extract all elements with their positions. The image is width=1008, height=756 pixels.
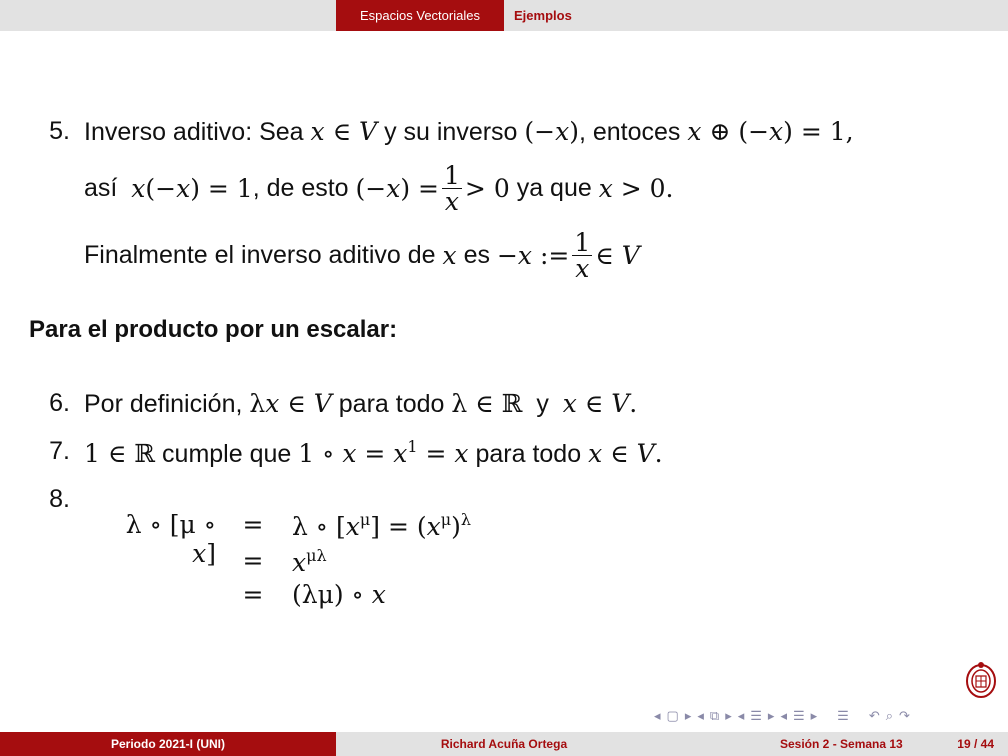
nav-prev-arrow-icon[interactable]: ◂ [780, 708, 787, 723]
subsection-title[interactable]: Ejemplos [514, 8, 572, 23]
logo-seal-icon [964, 661, 998, 699]
nav-prev-arrow-icon[interactable]: ◂ [654, 708, 661, 723]
fraction-one-over-x: $\frac{1}{x}$ [444, 160, 460, 216]
footer-page-number: 19 / 44 [957, 737, 994, 751]
item-5-line-3: Finalmente el inverso aditivo de x es −x := $\frac{1}{x}$ ∈ V [84, 227, 640, 283]
item-6-line: Por definición, λx ∈ V para todo λ ∈ ℝ y x ∈ V. [84, 389, 638, 418]
footer-author: Richard Acuña Ortega [336, 732, 672, 756]
item-5-line-2: así x(−x) = 1 , de esto (−x) = $\frac{1}{x}$ > 0 ya que x > 0. [84, 160, 674, 216]
nav-next-arrow-icon[interactable]: ▸ [725, 708, 732, 723]
item-7-number: 7. [49, 437, 70, 465]
item-8-number: 8. [49, 485, 70, 513]
nav-back-icon[interactable]: ↶ [868, 708, 880, 723]
nav-subsection-icon[interactable]: ⧉ [709, 708, 720, 723]
item-5-line-1: Inverso aditivo: Sea x ∈ V y su inverso (−x), entoces x ⊕ (−x) = 1, [84, 117, 854, 146]
section-title[interactable]: Espacios Vectoriales [336, 0, 504, 31]
nav-prev-arrow-icon[interactable]: ◂ [737, 708, 745, 723]
nav-section-icon[interactable]: ☰ [750, 708, 762, 723]
footer-bar [0, 732, 1008, 756]
nav-next-arrow-icon[interactable]: ▸ [767, 708, 775, 723]
nav-document-icon[interactable]: ☰ [837, 708, 849, 723]
nav-frame-icon[interactable]: ▢ [666, 708, 679, 723]
search-icon[interactable]: ⌕ [885, 708, 893, 723]
nav-prev-arrow-icon[interactable]: ◂ [697, 708, 704, 723]
nav-section-icon[interactable]: ☰ [792, 708, 805, 723]
item-5-number: 5. [49, 117, 70, 145]
fraction-one-over-x: $\frac{1}{x}$ [574, 227, 591, 283]
nav-next-arrow-icon[interactable]: ▸ [684, 708, 692, 723]
item-6-number: 6. [49, 389, 70, 417]
nav-next-arrow-icon[interactable]: ▸ [810, 708, 818, 723]
footer-period: Periodo 2021-I (UNI) [0, 732, 336, 756]
section-heading: Para el producto por un escalar: [29, 316, 398, 343]
footer-session-block [672, 732, 1008, 756]
nav-forward-icon[interactable]: ↷ [899, 708, 910, 723]
item-7-line: 1 ∈ ℝ cumple que 1 ∘ $x = x^1 = x$ para todo x ∈ V. [84, 437, 663, 468]
slide-content: 5. Inverso aditivo: Sea x ∈ V y su inverso (−x), entoces x ⊕ (−x) = 1, así x(−x) = 1 , de esto (−x) = $\frac{1}{x}$ > 0 ya que x > 0. Finalmente el inverso aditivo de x es −x := $\frac{1}{x}$ ∈ V Para el producto por un escalar: 6. Por definición, λx ∈ V para todo λ ∈ ℝ y x ∈ V. 7. 1 ∈ ℝ cumple que 1 ∘ $x = x^1 = x$ para todo x ∈ V. 8. λ ∘ [μ ∘ x] = λ ∘ $[x^\mu] = (x^\mu)^\lambda$ = $x^{\mu\lambda}$ = (λμ) ∘ x [29, 117, 854, 609]
footer-session: Sesión 2 - Semana 13 [780, 737, 903, 751]
beamer-navigation [654, 706, 910, 726]
